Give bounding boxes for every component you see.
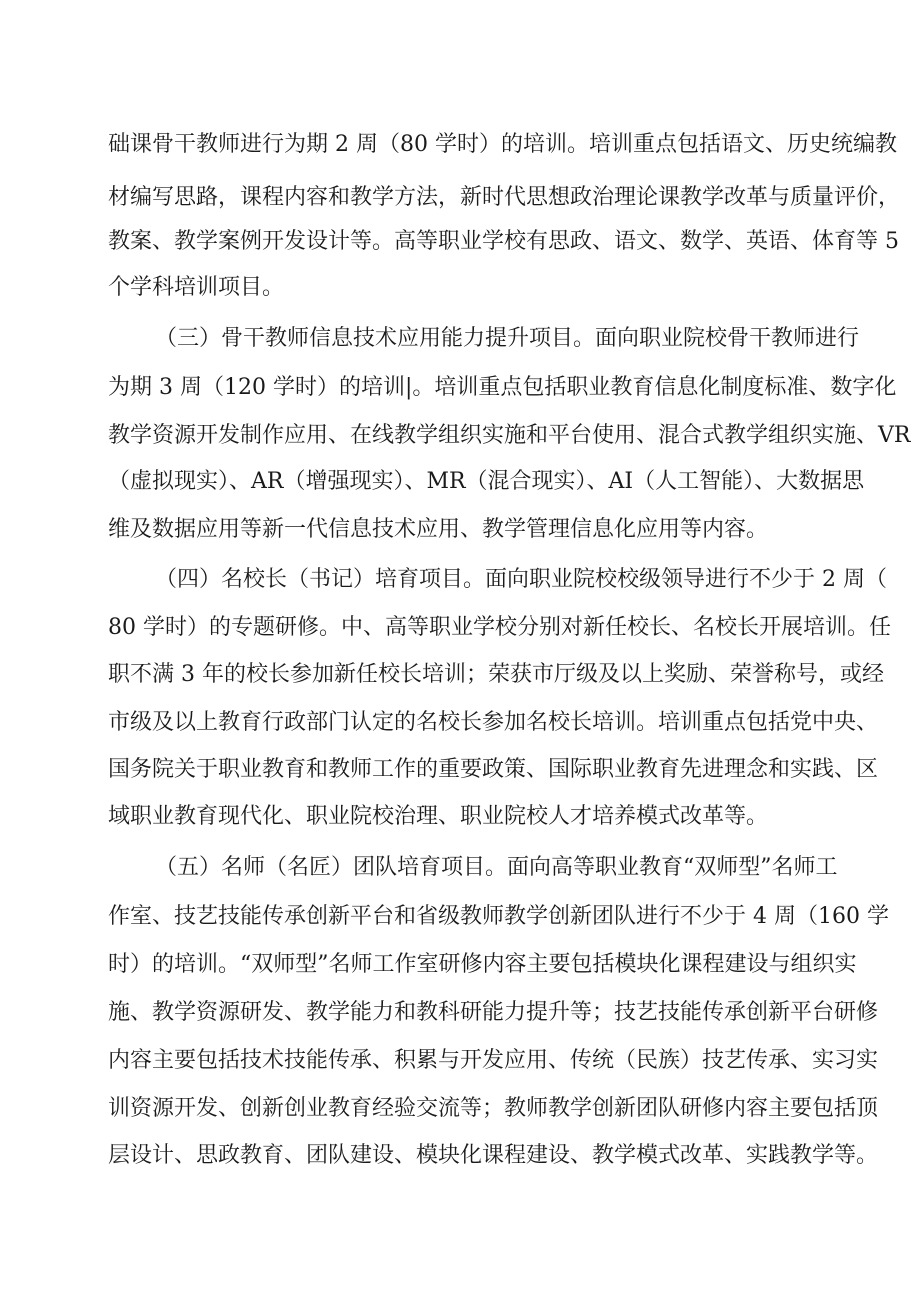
text-line: 作室、技艺技能传承创新平台和省级教师教学创新团队进行不少于 4 周（160 学 — [108, 904, 889, 929]
text-line: 职不满 3 年的校长参加新任校长培训；荣获市厅级及以上奖励、荣誉称号，或经 — [108, 662, 884, 687]
text-line: （虚拟现实）、AR（增强现实）、MR（混合现实）、AI（人工智能）、大数据思 — [108, 469, 865, 494]
text-line: （四）名校长（书记）培育项目。面向职业院校校级领导进行不少于 2 周（ — [155, 567, 887, 592]
text-line: 维及数据应用等新一代信息技术应用、教学管理信息化应用等内容。 — [108, 517, 769, 542]
text-line: 教学资源开发制作应用、在线教学组织实施和平台使用、混合式教学组织实施、VR — [108, 423, 911, 448]
text-line: 内容主要包括技术技能传承、积累与开发应用、传统（民族）技艺传承、实习实 — [108, 1048, 879, 1073]
text-line: 时）的培训。“双师型”名师工作室研修内容主要包括模块化课程建设与组织实 — [108, 952, 857, 977]
text-line: 训资源开发、创新创业教育经验交流等；教师教学创新团队研修内容主要包括顶 — [108, 1096, 879, 1121]
text-line: （三）骨干教师信息技术应用能力提升项目。面向职业院校骨干教师进行 — [155, 326, 860, 351]
text-line: 础课骨干教师进行为期 2 周（80 学时）的培训。培训重点包括语文、历史统编教 — [108, 132, 897, 157]
text-line: 国务院关于职业教育和教师工作的重要政策、国际职业教育先进理念和实践、区 — [108, 757, 879, 782]
text-line: （五）名师（名匠）团队培育项目。面向高等职业教育“双师型”名师工 — [155, 855, 838, 880]
text-line: 施、教学资源研发、教学能力和教科研能力提升等；技艺技能传承创新平台研修 — [108, 1000, 879, 1025]
text-line: 80 学时）的专题研修。中、高等职业学校分别对新任校长、名校长开展培训。任 — [108, 615, 891, 640]
text-line: 市级及以上教育行政部门认定的名校长参加名校长培训。培训重点包括党中央、 — [108, 710, 879, 735]
text-line: 材编写思路，课程内容和教学方法，新时代思想政治理论课教学改革与质量评价， — [108, 185, 901, 210]
text-line: 教案、教学案例开发设计等。高等职业学校有思政、语文、数学、英语、体育等 5 — [108, 229, 899, 254]
text-line: 层设计、思政教育、团队建设、模块化课程建设、教学模式改革、实践教学等。 — [108, 1143, 879, 1168]
text-line: 域职业教育现代化、职业院校治理、职业院校人才培养模式改革等。 — [108, 804, 769, 829]
text-line: 个学科培训项目。 — [108, 275, 285, 300]
text-line: 为期 3 周（120 学时）的培训|。培训重点包括职业教育信息化制度标准、数字化 — [108, 375, 897, 400]
